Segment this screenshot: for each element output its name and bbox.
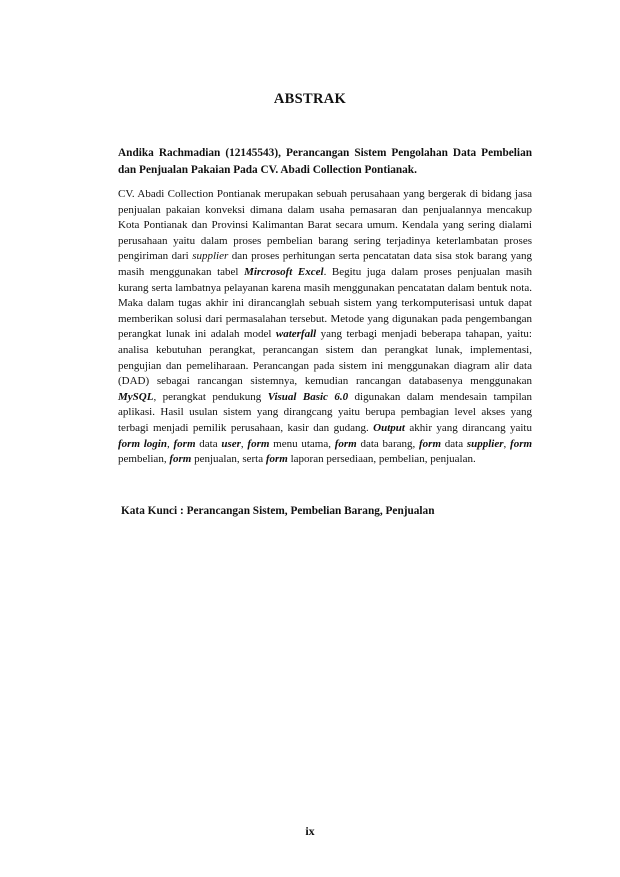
abstract-title: ABSTRAK [273,91,347,107]
italic-term: Mircrosoft Excel [244,265,324,278]
abstract-text: , [240,437,248,450]
italic-term: form [173,437,196,450]
page-number: ix [305,824,315,838]
keywords: Kata Kunci : Perancangan Sistem, Pembelian Barang, Penjualan [121,505,435,517]
abstract-body [118,187,532,468]
italic-term: waterfall [275,328,317,341]
abstract-text: laporan persediaan, pembelian, penjualan. [287,453,476,466]
italic-term: form [169,453,192,466]
abstract-text: data barang, [356,437,419,450]
abstract-text: akhir yang dirancang yaitu [404,421,532,434]
abstract-text: , [166,437,174,450]
abstract-text: penjualan, serta [191,453,266,466]
italic-term: user [221,437,241,450]
italic-term: supplier [466,437,504,450]
italic-term: form [510,437,533,450]
author-and-thesis-title: Andika Rachmadian (12145543), Perancangan Sistem Pengolahan Data Pembelian dan Penjualan Pakaian Pada CV. Abadi Collection Pontianak. [118,147,532,176]
abstract-text: , perangkat pendukung [153,390,268,403]
italic-term: form [334,437,357,450]
abstract-text: menu utama, [269,437,335,450]
abstract-text: pembelian, [118,453,170,466]
abstract-text: dan proses perhitungan serta pencatatan data sisa stok barang yang masih menggunakan tabel [118,250,532,278]
abstract-text: CV. Abadi Collection Pontianak merupakan sebuah perusahaan yang bergerak di bidang jasa penjualan pakaian konveksi dimana dalam usaha pemasaran dan penjualannya mencakup Kota Pontianak dan Provinsi Kalimantan Barat secara umum. Kendala yang sering dialami perusahaan yaitu dalam proses pembelian barang sering terjadinya keterlambatan proses pengiriman dari [118,188,532,263]
abstract-text: data [441,437,467,450]
italic-term: form [419,437,441,450]
italic-term: form login [118,437,167,450]
abstract-text: digunakan dalam mendesain tampilan aplikasi. Hasil usulan sistem yang dirangcang yaitu berupa pembagian level akses yang terbagi menjadi pemilik perusahaan, kasir dan gudang. [118,390,533,434]
italic-term: form [247,437,270,450]
abstract-text: yang terbagi menjadi beberapa tahapan, yaitu: analisa kebutuhan perangkat, perancangan sistem dan perangkat lunak, implementasi, pengujian dan pemeliharaan. Perancangan pada sistem ini menggunakan diagram alir data (DAD) sebagai rancangan sistemnya, kemudian rancangan databasenya menggunakan [118,328,532,388]
abstract-text: , [503,437,511,450]
italic-term: Output [373,421,405,434]
italic-term: Visual Basic 6.0 [267,390,349,403]
italic-term: MySQL [118,390,154,403]
italic-term: form [265,453,288,466]
abstract-text: . Begitu juga dalam proses penjualan masih kurang serta lambatnya pelayanan karena masih menggunakan pencatatan dalam bentuk nota. Maka dalam tugas akhir ini dirancanglah sebuah sistem yang terkomputerisasi untuk dapat memberikan solusi dari permasalahan tersebut. Metode yang digunakan pada pengembangan perangkat lunak ini adalah model [118,265,533,341]
italic-term: supplier [192,250,229,263]
abstract-text: data [195,437,222,450]
